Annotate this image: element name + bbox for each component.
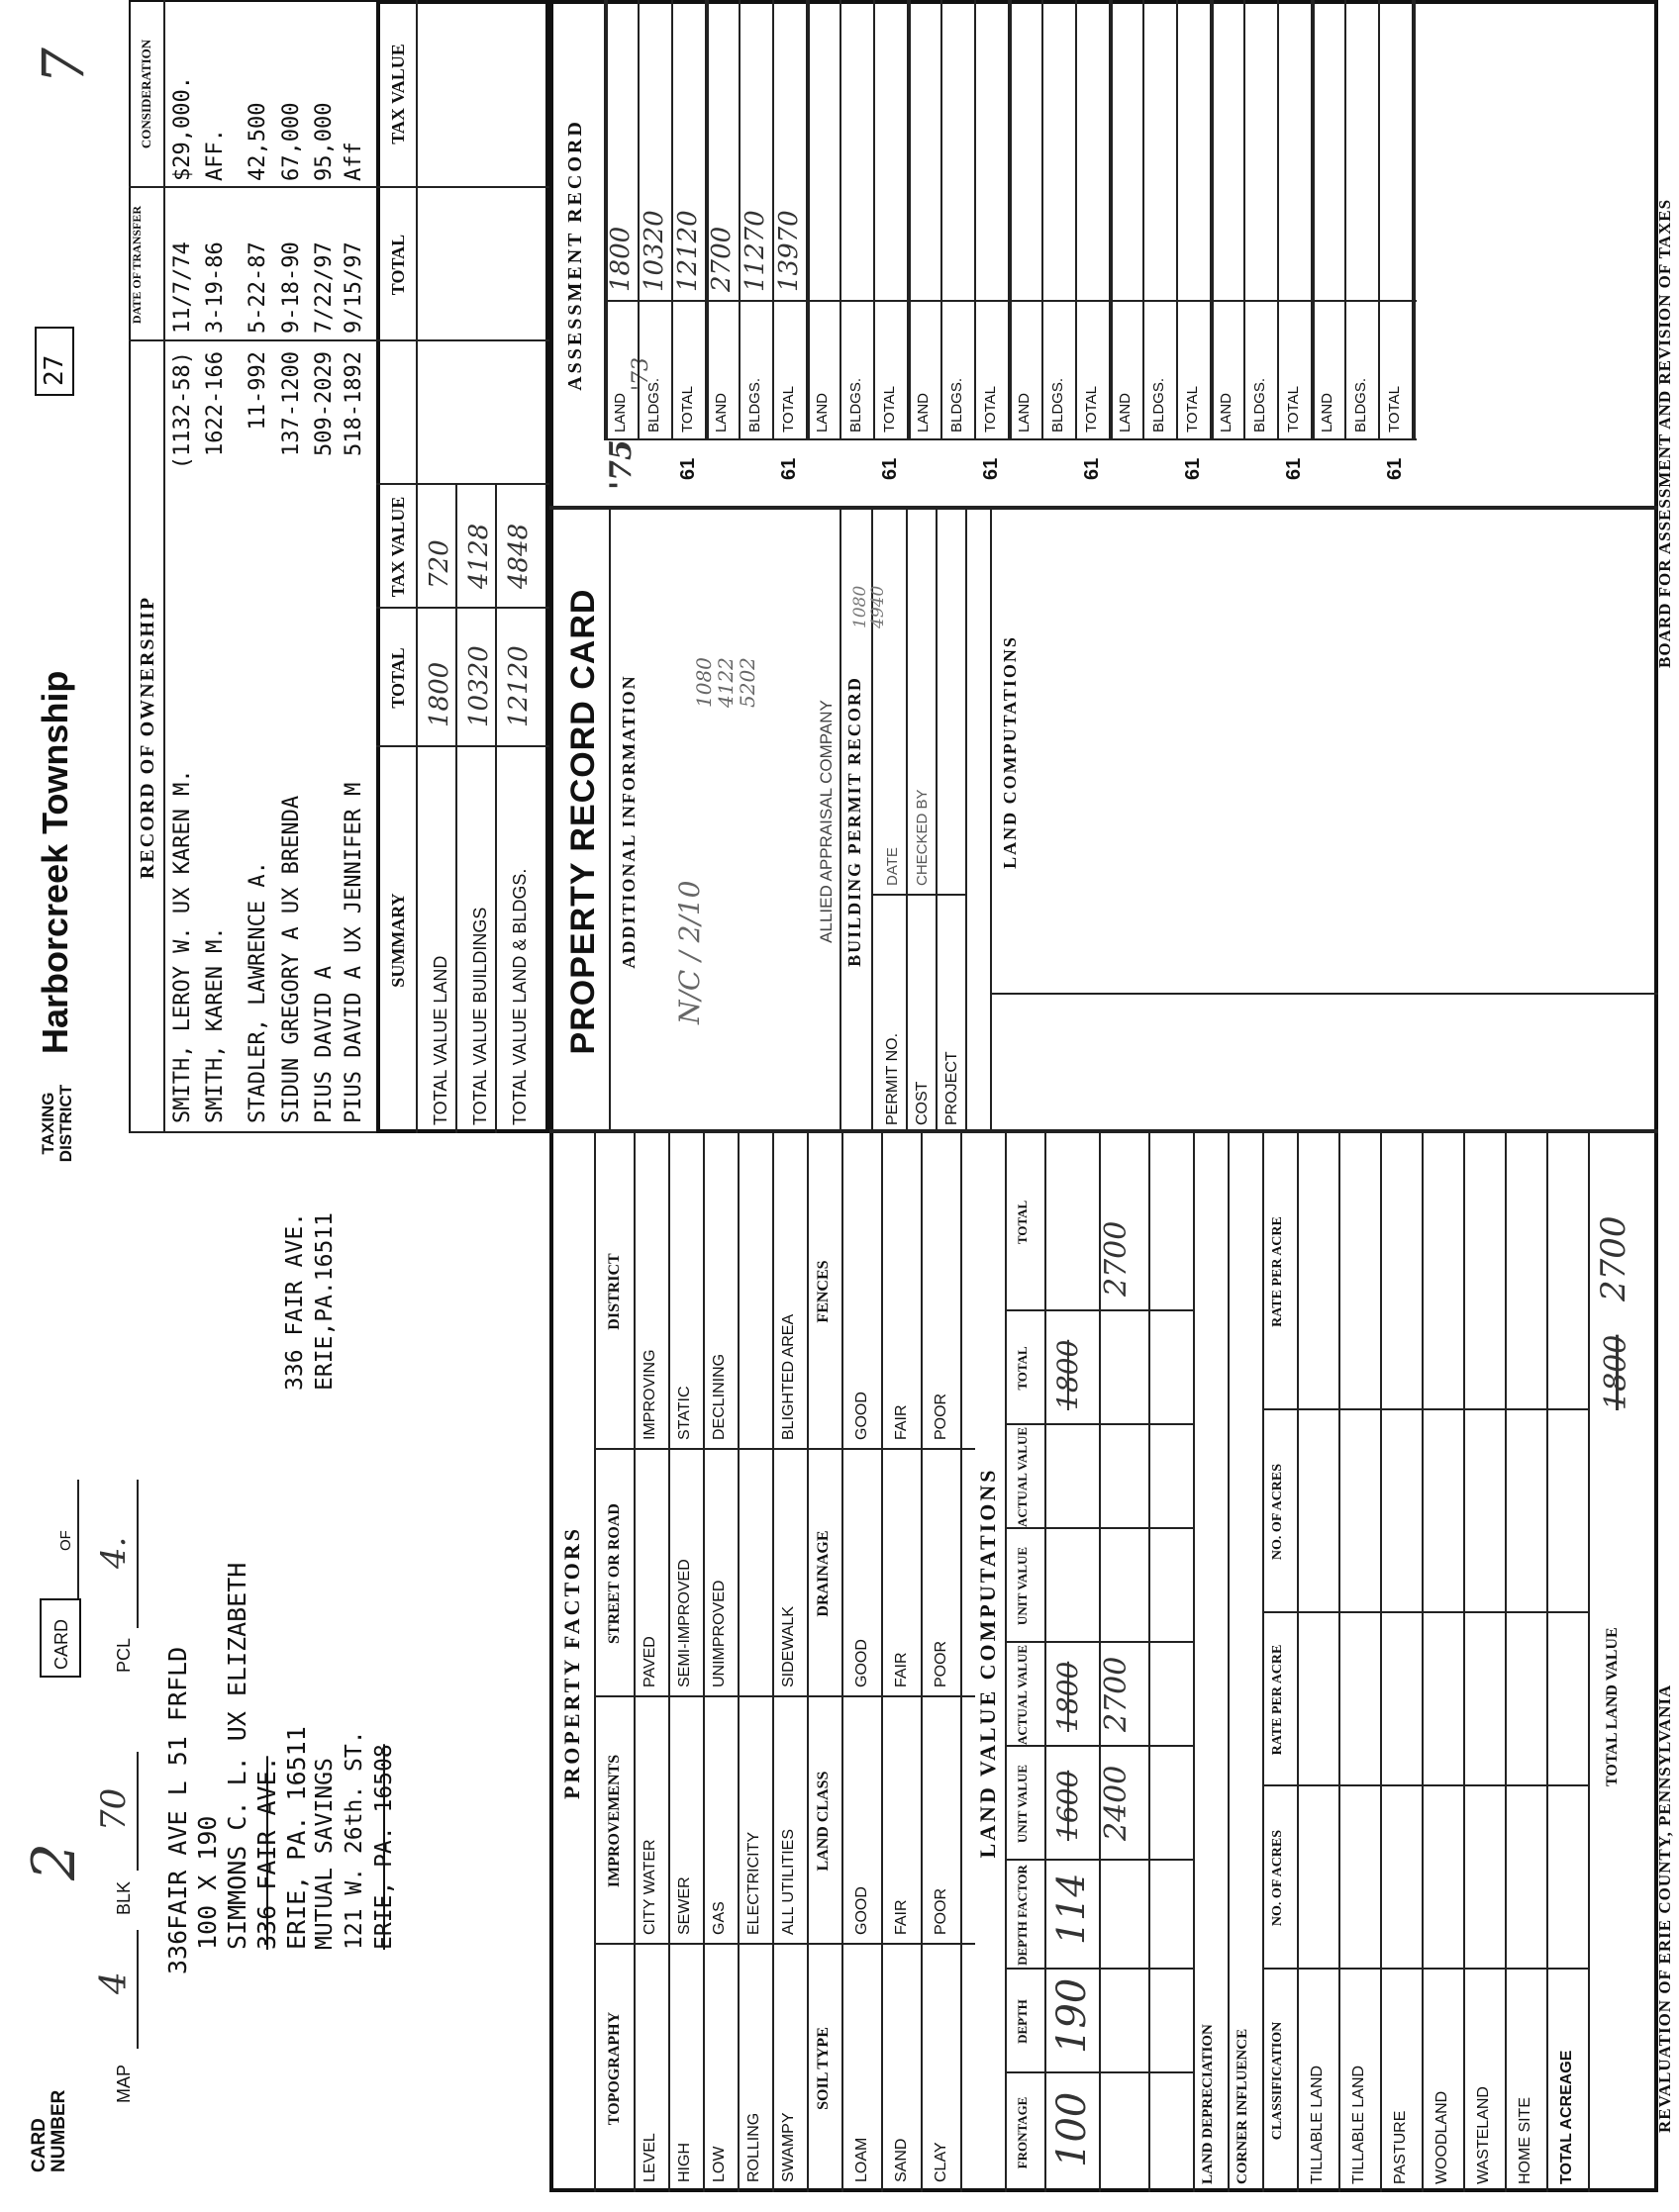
lv-actual-value: 1800: [1051, 1661, 1084, 1732]
pf-cell: CITY WATER: [642, 1839, 658, 1935]
assessment-land: 1800: [606, 226, 636, 292]
assessment-row-label: LAND: [1016, 392, 1033, 433]
pf-cell: GAS: [711, 1901, 728, 1935]
taxing-district-name: Harborcreek Township: [35, 670, 75, 1054]
pf-cell: ROLLING: [745, 2112, 762, 2182]
pf-cell-2: CLAY: [933, 2142, 949, 2182]
pf-cell: PAVED: [642, 1636, 658, 1687]
assessment-row-label: TOTAL: [881, 386, 898, 433]
assessment-row-label: BLDGS.: [1251, 377, 1268, 433]
acre-classification: WASTELAND: [1475, 2086, 1492, 2184]
summary-row-label: TOTAL VALUE BUILDINGS: [470, 907, 490, 1125]
blk-value: 70: [94, 1787, 134, 1831]
land-computations-label: LAND COMPUTATIONS: [1000, 635, 1020, 869]
total-land-value: 1800: [1599, 1334, 1633, 1410]
assessment-code: 61: [1384, 457, 1406, 480]
assessment-row-label: BLDGS.: [645, 377, 662, 433]
owner-line-5: ERIE, PA. 16511: [282, 1726, 311, 1950]
pf-cell: STATIC: [676, 1386, 693, 1440]
assessment-row-label: BLDGS.: [1352, 377, 1369, 433]
acre-classification: PASTURE: [1392, 2110, 1409, 2184]
lv-header: UNIT VALUE: [1015, 1764, 1030, 1844]
assessment-code: 61: [1182, 457, 1204, 480]
ownership-date: 11/7/74: [170, 241, 195, 334]
lv-depth: 190: [1049, 1977, 1095, 2054]
assessment-row-label: TOTAL: [982, 386, 999, 433]
summary-row-total: 10320: [464, 645, 494, 727]
pf-header: DISTRICT: [606, 1253, 623, 1330]
ownership-date: 9/15/97: [342, 241, 366, 334]
summary-row-tax: 720: [425, 539, 454, 589]
card-label: CARD: [51, 1618, 71, 1670]
assessment-row-label: BLDGS.: [1049, 377, 1066, 433]
pf-cell-2: GOOD: [853, 1392, 870, 1440]
pf-cell: LEVEL: [642, 2133, 658, 2182]
assessment-year-mark-2: '73: [629, 356, 653, 391]
pf-cell: LOW: [711, 2146, 728, 2182]
pf-cell-2: GOOD: [853, 1639, 870, 1687]
lv-depth-factor: 114: [1049, 1873, 1093, 1945]
ownership-consideration: $29,000.: [170, 76, 195, 181]
blk-label: BLK: [114, 1880, 134, 1915]
pf-cell: UNIMPROVED: [711, 1580, 728, 1687]
summary-row-tax: 4848: [504, 523, 534, 589]
pf-cell-2: POOR: [933, 1640, 949, 1687]
assessment-row-label: TOTAL: [1285, 386, 1302, 433]
assessment-year-mark: '75: [604, 439, 639, 490]
owner-line-8: ERIE, PA. 16508: [371, 1744, 397, 1950]
assessment-row-label: TOTAL: [780, 386, 797, 433]
assessment-row-label: BLDGS.: [1150, 377, 1167, 433]
ownership-name: STADLER, LAWRENCE A.: [246, 861, 270, 1123]
summary-row-total: 12120: [504, 645, 534, 727]
lv-header: DEPTH FACTOR: [1015, 1865, 1030, 1966]
date-of-transfer-header: DATE OF TRANSFER: [130, 205, 144, 325]
assessment-code: 61: [1283, 457, 1305, 480]
pf-cell-2: POOR: [933, 1887, 949, 1935]
pcl-value: 4.: [94, 1536, 134, 1569]
cost-label: COST: [914, 1081, 931, 1125]
ownership-title: RECORD OF OWNERSHIP: [137, 595, 158, 880]
owner-line-3: SIMMONS C. L. UX ELIZABETH: [223, 1562, 251, 1950]
summary-total-header: TOTAL: [388, 647, 408, 709]
summary-tax-header: TAX VALUE: [388, 496, 408, 598]
alt-address-1: 336 FAIR AVE.: [282, 1211, 308, 1391]
of-label: OF: [57, 1530, 74, 1551]
summary-row-tax: 4128: [464, 523, 494, 589]
summary-total-header-2: TOTAL: [388, 234, 408, 296]
pf-cell-2: SAND: [893, 2138, 910, 2182]
lv-header: TOTAL: [1015, 1346, 1030, 1391]
assessment-row-label: TOTAL: [1184, 386, 1201, 433]
lv-unit-value-2: 2400: [1099, 1765, 1134, 1841]
assessment-land: 2700: [707, 226, 737, 292]
pf-cell-2: FAIR: [893, 1404, 910, 1440]
land-depreciation: LAND DEPRECIATION: [1200, 2024, 1216, 2184]
lower-frame: [549, 0, 1658, 2192]
ownership-ref: 509-2029: [312, 351, 337, 456]
land-value-title: LAND VALUE COMPUTATIONS: [975, 1467, 1000, 1859]
acre-header: NO. OF ACRES: [1270, 1463, 1285, 1561]
ownership-ref: 137-1200: [279, 351, 304, 456]
assessment-row-label: TOTAL: [1386, 386, 1403, 433]
lv-header: DEPTH: [1015, 1999, 1030, 2044]
alt-address-2: ERIE,PA.16511: [312, 1211, 338, 1391]
additional-info-note: N/C / 2/10: [673, 880, 706, 1024]
property-record-card-title: PROPERTY RECORD CARD: [564, 588, 602, 1055]
footer-left: REVALUATION OF ERIE COUNTY, PENNSYLVANIA: [1655, 1683, 1674, 2133]
summary-title: SUMMARY: [388, 893, 408, 988]
pf-cell: SEWER: [676, 1876, 693, 1935]
summary-row-label: TOTAL VALUE LAND: [431, 955, 450, 1125]
lv-header: UNIT VALUE: [1015, 1546, 1030, 1626]
assessment-row-label: BLDGS.: [948, 377, 965, 433]
acre-classification: TILLABLE LAND: [1309, 2065, 1326, 2184]
acre-header: RATE PER ACRE: [1270, 1644, 1285, 1756]
pf-cell: ELECTRICITY: [745, 1831, 762, 1935]
pf-header: STREET OR ROAD: [606, 1503, 623, 1644]
corner-mark: 7: [30, 48, 97, 84]
ownership-date: 7/22/97: [312, 241, 337, 334]
ownership-consideration: 67,000: [279, 102, 304, 181]
lv-header: FRONTAGE: [1015, 2096, 1030, 2169]
assessment-bldgs: 11270: [741, 210, 770, 292]
ownership-ref: 1622-166: [203, 351, 228, 456]
ownership-consideration: AFF.: [203, 129, 228, 181]
pf-cell: BLIGHTED AREA: [780, 1313, 797, 1440]
corner-influence: CORNER INFLUENCE: [1235, 2028, 1250, 2184]
card-number-value: 2: [20, 1842, 89, 1880]
ownership-consideration: 95,000: [312, 102, 337, 181]
pf-header-2: LAND CLASS: [815, 1771, 832, 1872]
assessment-code: 61: [980, 457, 1002, 480]
owner-line-6: MUTUAL SAVINGS: [312, 1758, 338, 1950]
ownership-date: 9-18-90: [279, 241, 304, 334]
footer-right: BOARD FOR ASSESSMENT AND REVISION OF TAXES: [1655, 198, 1674, 668]
ownership-consideration: 42,500: [246, 102, 270, 181]
ownership-name: SMITH, KAREN M.: [203, 926, 228, 1123]
owner-line-7: 121 W. 26th. ST.: [342, 1730, 367, 1950]
ownership-ref: 11-992: [246, 351, 270, 431]
assessment-row-label: TOTAL: [679, 386, 696, 433]
assessment-row-label: LAND: [1319, 392, 1335, 433]
pf-header: TOPOGRAPHY: [606, 2011, 623, 2126]
summary-row-total: 1800: [425, 661, 454, 727]
lv-unit-value: 1600: [1051, 1770, 1084, 1841]
ownership-ref: (1132-58): [170, 351, 195, 470]
acre-header: RATE PER ACRE: [1270, 1216, 1285, 1327]
map-value: 4: [94, 1972, 135, 1994]
lv-actual-value-2: 2700: [1099, 1656, 1134, 1732]
consideration-header: CONSIDERATION: [139, 39, 153, 149]
pf-cell-2: FAIR: [893, 1899, 910, 1935]
assessment-row-label: LAND: [1117, 392, 1134, 433]
assessment-code: 61: [677, 457, 699, 480]
pf-cell: SIDEWALK: [780, 1605, 797, 1687]
pf-cell: ALL UTILITIES: [780, 1829, 797, 1935]
pf-cell-2: FAIR: [893, 1652, 910, 1687]
total-land-value-2: 2700: [1594, 1215, 1633, 1301]
ownership-date: 3-19-86: [203, 241, 228, 334]
owner-line-1: 336FAIR AVE L 51 FRFLD: [163, 1646, 192, 1974]
pcl-label: PCL: [114, 1637, 134, 1673]
district-number: 27: [40, 354, 69, 386]
assessment-bldgs: 10320: [640, 210, 669, 292]
acre-header: CLASSIFICATION: [1270, 2021, 1285, 2141]
pf-cell-2: LOAM: [853, 2137, 870, 2182]
acre-header: NO. OF ACRES: [1270, 1829, 1285, 1927]
assessment-row-label: LAND: [612, 392, 629, 433]
date-label: DATE: [884, 847, 901, 886]
permit-hand-values: 1080 4940: [850, 585, 888, 628]
taxing-district-label: TAXING DISTRICT: [39, 1084, 75, 1163]
owner-line-4: 336 FAIR AVE.: [252, 1756, 281, 1950]
pf-cell: HIGH: [676, 2143, 693, 2182]
pf-cell: DECLINING: [711, 1353, 728, 1440]
lv-frontage: 100: [1049, 2091, 1095, 2167]
ownership-name: SIDUN GREGORY A UX BRENDA: [279, 795, 304, 1123]
pf-header-2: SOIL TYPE: [815, 2027, 832, 2110]
assessment-row-label: BLDGS.: [847, 377, 864, 433]
assessment-record-title: ASSESSMENT RECORD: [564, 119, 586, 391]
pf-cell: SEMI-IMPROVED: [676, 1559, 693, 1687]
pf-cell-2: GOOD: [853, 1886, 870, 1935]
additional-hand-values: 1080 4122 5202: [692, 657, 759, 708]
project-label: PROJECT: [943, 1051, 960, 1125]
ownership-name: PIUS DAVID A UX JENNIFER M: [342, 782, 366, 1123]
acre-classification: HOME SITE: [1517, 2096, 1533, 2184]
acre-classification: TOTAL ACREAGE: [1558, 2050, 1575, 2184]
lv-total: 1800: [1051, 1339, 1084, 1410]
lv-header: TOTAL: [1015, 1200, 1030, 1245]
property-factors-title: PROPERTY FACTORS: [559, 1526, 584, 1800]
pf-header: IMPROVEMENTS: [606, 1754, 623, 1888]
summary-tax-header-2: TAX VALUE: [388, 44, 408, 144]
pf-header-2: DRAINAGE: [815, 1530, 832, 1617]
appraisal-company: ALLIED APPRAISAL COMPANY: [817, 700, 836, 943]
acre-classification: TILLABLE LAND: [1350, 2065, 1367, 2184]
assessment-code: 61: [879, 457, 901, 480]
ownership-name: SMITH, LEROY W. UX KAREN M.: [170, 769, 195, 1123]
lv-header: ACTUAL VALUE: [1015, 1644, 1030, 1746]
pf-cell: SWAMPY: [780, 2112, 797, 2182]
lv-header: ACTUAL VALUE: [1015, 1426, 1030, 1528]
total-land-value-label: TOTAL LAND VALUE: [1604, 1627, 1621, 1786]
pf-header-2: FENCES: [815, 1260, 832, 1323]
building-permit-label: BUILDING PERMIT RECORD: [844, 676, 864, 967]
assessment-row-label: LAND: [1218, 392, 1235, 433]
permit-no-label: PERMIT NO.: [884, 1032, 901, 1125]
assessment-total: 13970: [774, 210, 804, 292]
additional-info-label: ADDITIONAL INFORMATION: [619, 674, 639, 969]
ownership-name: PIUS DAVID A: [312, 966, 337, 1123]
assessment-row-label: LAND: [814, 392, 831, 433]
map-label: MAP: [114, 2064, 134, 2103]
summary-row-label: TOTAL VALUE LAND & BLDGS.: [510, 868, 530, 1125]
assessment-code: 61: [778, 457, 800, 480]
assessment-code: 61: [1081, 457, 1103, 480]
checked-by-label: CHECKED BY: [914, 789, 931, 886]
assessment-row-label: TOTAL: [1083, 386, 1100, 433]
owner-line-2: 100 X 190: [193, 1815, 222, 1950]
pf-cell-2: POOR: [933, 1393, 949, 1440]
assessment-total: 12120: [673, 210, 703, 292]
card-number-label: CARD NUMBER: [29, 2089, 69, 2172]
assessment-row-label: LAND: [915, 392, 932, 433]
acre-classification: WOODLAND: [1433, 2090, 1450, 2184]
pf-cell: IMPROVING: [642, 1349, 658, 1440]
assessment-row-label: LAND: [713, 392, 730, 433]
ownership-ref: 518-1892: [342, 351, 366, 456]
ownership-consideration: Aff: [342, 142, 366, 181]
lv-total-2: 2700: [1099, 1220, 1134, 1297]
ownership-date: 5-22-87: [246, 241, 270, 334]
assessment-row-label: BLDGS.: [746, 377, 763, 433]
